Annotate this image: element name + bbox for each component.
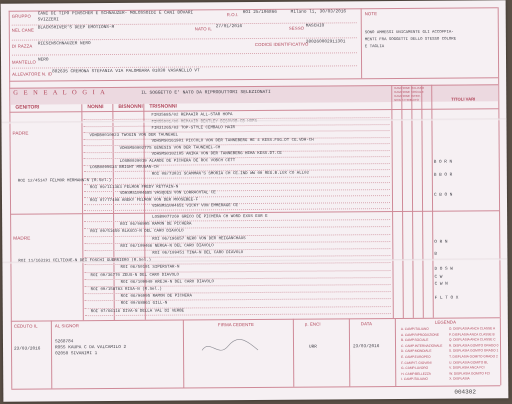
dog-name: BLACKSHIVER'S DEEP EMOTIONS-M <box>37 24 115 31</box>
title-entry: B O R N <box>433 159 453 165</box>
microchip-label: CODICE IDENTIFICATIVO <box>254 41 309 47</box>
ancestor-entry: ROI 07/77498 ANEKY FELMOR VON DER MOOSEBEE-F <box>89 197 199 203</box>
ancestor-entry: ROI 06/96995 RAMON DE PICHERA <box>120 222 192 228</box>
legend-item: W. DISPLASIA GOMITO FCI <box>449 371 490 376</box>
legend-item: P. DISPLASIA ANCA CLASSE B <box>448 331 495 337</box>
gruppo-value-2: SVIZZERI <box>37 17 59 23</box>
legend-item: G. CAMP.LAVORO <box>401 365 429 371</box>
legend-item: X. DISPLASIA <box>449 376 470 382</box>
title-entry: C B O N <box>433 192 453 198</box>
note-line-3: E TAGLIA <box>364 45 385 50</box>
ancestor-entry: ROI 09/51659 BLASCO-N DEL CARO DIAVOLO <box>90 229 184 235</box>
ceduto-label: CEDUTO IL <box>13 323 38 329</box>
legend-item: A. CAMP.ITALIANO <box>400 326 429 331</box>
legend-item: R. DISPLASIA GOMITO GRADO 0 <box>448 343 499 348</box>
col-genitori: GENITORI <box>15 104 40 111</box>
note-line-1: SONO AMMESSI UNICAMENTE GLI ACCOPPIA- <box>364 30 454 36</box>
title-entry: C W <box>434 274 443 280</box>
title-entry: B B O R <box>433 172 453 178</box>
gruppo-label: GRUPPO <box>11 13 31 19</box>
ancestor-entry: FIN31265/03 TOP-STYLE CEMBALO HAIR <box>151 126 236 131</box>
ancestor-entry: VDHSMS1004651 VICKY VON EMMERAGE CE <box>152 204 239 209</box>
acquirente-value-3: S268784 <box>54 339 74 345</box>
ancestor-entry: LOSB0020019 ALANDE DE PICHERA DE ROC VOBCH CETT <box>119 158 236 164</box>
ancestor-entry: LOSB0099634 BRIGHT MOUSAN-CH <box>89 165 159 171</box>
legend-item: F. CAMP.IT. GIOVANI <box>401 360 432 365</box>
breed-value: RIESENSCHNAUZER NERO <box>37 41 91 47</box>
legend-item: A. CAMP.RIPRODUZIONE <box>400 332 439 337</box>
legend-item: O. DISPLASIA ANCA CLASSE A <box>448 326 496 331</box>
birth-label: NATO IL <box>194 26 212 32</box>
sex-label: SESSO <box>288 25 305 31</box>
legend-item: B. CAMP.SOCIALE <box>400 337 429 343</box>
side-col-4: NON ATTRIBUITO <box>394 97 419 103</box>
cane-label: NEL CANE <box>11 27 34 33</box>
serial-number: 004302 <box>454 388 476 396</box>
title-entry: O R N <box>434 239 448 245</box>
ancestor-entry: VDHSMS1004685 VASQUES VON LORRACHTAL CE <box>119 191 216 196</box>
ancestor-entry: ROI 09/158783 RISA-N (R.Sel.) <box>90 287 162 293</box>
coat-label: MANTELLO <box>12 59 37 65</box>
firma-label: FIRMA CEDENTE <box>217 322 255 328</box>
title-entry: B <box>434 251 438 257</box>
coat-value: NERO <box>37 57 49 63</box>
legend-item: D. CAMP.MONDIALE <box>401 349 432 354</box>
signature-scribble <box>198 332 278 363</box>
ancestor-entry: ROI 06/109451 TINA-N DEL CARO DIAVOLO <box>152 251 244 256</box>
side-col-2: CAMPIONE SOCIALE <box>394 89 424 95</box>
place-date: Milano li, 30/03/2016 <box>290 9 347 15</box>
acquirente-label: AL SIGNOR <box>54 323 80 329</box>
col-bisnonni: BISNONNI <box>118 103 143 110</box>
enci-label: p. ENCI <box>304 321 321 327</box>
legend-item: Q. DISPLASIA ANCA CLASSE C <box>448 337 496 342</box>
data-value: 23/03/2016 <box>353 344 380 350</box>
madre-label: MADRE <box>13 235 31 241</box>
title-entry: D O S W <box>434 266 453 272</box>
ancestor-entry: VDHSMS0102105 ANIKA VON DER TANNEBERG HEHA KESS.DT.CE <box>151 151 282 157</box>
col-nonni: NONNI <box>87 104 104 111</box>
breeder-label: ALLEVATORE N. ID <box>12 71 53 77</box>
ancestor-entry: ROI 07/66116 DIVA-N DELLA VAL DI VERBE <box>90 309 185 314</box>
breed-label: DI RAZZA <box>11 43 33 49</box>
breeder-value: 882635 CREMONA STEFANIA VIA PALOMBARA 01030 VASANELLO VT <box>52 68 200 75</box>
ancestor-entry: ROI 06/96995 RAMON DE PICHERA <box>120 294 192 300</box>
col-trisnonni: TRISNONNI <box>149 103 177 110</box>
side-col-3: CAMPIONE INTER. <box>394 93 421 99</box>
sex-value: MASCHIO <box>305 23 325 29</box>
roi-value: ROI 25/106866 <box>242 9 277 16</box>
title-entry: F L T O X <box>434 295 459 301</box>
roi-label: R.O.I. <box>226 12 239 18</box>
acquirente-value: ROSS KAUPA C DA VALCAMILO 2 <box>55 344 127 351</box>
ceduto-value: 23/03/2016 <box>14 346 41 352</box>
ancestor-entry: ROI 09/36770 ZEUS-N DEL CARO DIAVOLO <box>90 273 179 278</box>
ancestor-entry: VDHDB0010023 TWOGIN VON DER TAUNEHEL <box>89 133 179 138</box>
legend-item: C. CAMP.INTERNAZIONALE <box>401 343 443 348</box>
title-entry: C W N <box>434 281 448 287</box>
legend-item: V. DISPLASIA ANCA FCI <box>449 365 485 370</box>
ancestor-entry: ROI 06/196657 NERO VON DER HEIGANCHAUS <box>152 236 246 242</box>
padre-label: PADRE <box>12 130 29 136</box>
legend-item: I. CAMP.ITALIANO <box>401 377 428 382</box>
ancestor-entry: ROI 06/50101 SIPERSTAR-N <box>120 265 180 271</box>
selected-parents-note: IL SOGGETTO E' NATO DA RIPRODUTTORI SELEZIONATI <box>141 89 271 96</box>
legend-item: U. DISPLASIA GOMITO BL <box>449 359 489 365</box>
legend-item: H. CAMP.BELLEZZA <box>401 371 431 376</box>
legenda-label: LEGENDA <box>434 319 457 325</box>
side-col-1: CAMPIONE ITALIANO <box>394 85 425 91</box>
ancestor-entry: ROI 08/73031 SCAMMAN'S SMORIA CH CE.IND WW 09 REG.B.LUX CO ALL02 <box>151 171 310 177</box>
ancestor-entry: LOSB0077269 GRECO DE PICHERA CH WORD EXUS EUR E <box>152 214 268 220</box>
ancestor-entry: FIN35685/02 REPAAIR ALL-STAR HOPA <box>151 113 233 118</box>
note-line-2: MENTI FRA SOGGETTI DELLO STESSO COLORE <box>364 37 457 43</box>
ancestor-entry: ROI 06/109466 NERGA-N DEL CARO DIAVOLO <box>120 244 214 249</box>
legend-item: E. CAMP.EUROPEO <box>401 354 431 359</box>
enci-value: URR <box>309 344 317 350</box>
ancestor-entry: ROI 09/111363 FELMOR FREDY RETTAIN-N <box>89 185 179 190</box>
ancestor-entry: VDHSMS0161901 PICCOLO VON DER TANNEBERG HE 4 KESS.FSG.DT CE.VDH-CH <box>151 138 314 144</box>
note-label: NOTE <box>364 11 378 17</box>
gruppo-value: CANI DI TIPO PINSCHER E SCHNAUZER- MOLOSSOIDI E CANI BOVARI <box>37 10 194 17</box>
legend-item: S. DISPLASIA GOMITO GRADO 1 <box>449 348 499 354</box>
acquirente-value-2: 02050 SIVANIMI 1 <box>55 351 98 357</box>
microchip-value: 380260002911301 <box>305 39 346 45</box>
genealogy-title: G E N E A L O G I A <box>13 89 107 97</box>
col-titoli: TITOLI VARI <box>451 96 476 102</box>
birth-value: 27/01/2016 <box>215 24 243 30</box>
legend-item: T. DISPLASIA GOMITO GRADO 2 <box>449 354 498 359</box>
data-label: DATA <box>360 321 373 327</box>
ancestor-entry: ROI 12/45147 FELMOR HERMANN-N (R.Sel.) <box>17 178 112 184</box>
ancestor-entry: ROI 06/109940 KREJA-N DEL CARO DIAVOLO <box>120 280 214 285</box>
ancestor-entry: VDHSMS0002775 GENESIS VON DER TAUNEHEL-CH <box>119 145 221 151</box>
pedigree-document <box>1 0 509 402</box>
ancestor-entry: ROI 09/68861 GILL-N <box>120 302 168 307</box>
